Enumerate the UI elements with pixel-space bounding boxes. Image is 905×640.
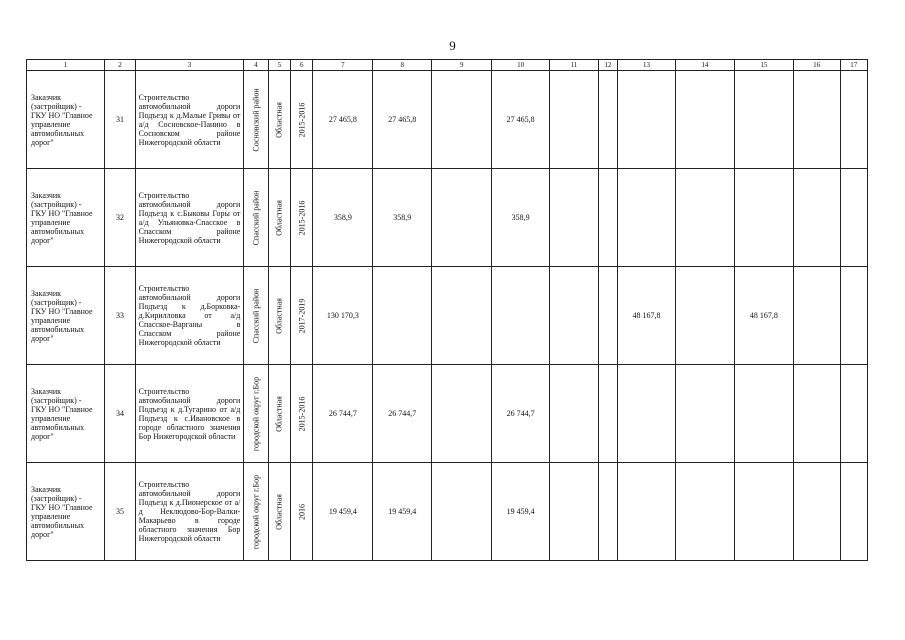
column-header: 6 xyxy=(291,60,313,71)
period-cell-text: 2015-2016 xyxy=(297,200,307,235)
column-header: 4 xyxy=(244,60,268,71)
column-header: 9 xyxy=(432,60,492,71)
period-cell xyxy=(291,463,313,561)
value-cell-8: 19 459,4 xyxy=(373,463,432,561)
column-header: 17 xyxy=(840,60,867,71)
owner-cell-text: Заказчик (застройщик) - ГКУ НО "Главное управление автомобильных дорог" xyxy=(31,386,93,441)
column-header: 2 xyxy=(105,60,135,71)
period-cell-text: 2016 xyxy=(297,503,307,520)
column-header: 14 xyxy=(675,60,734,71)
value-cell-13 xyxy=(618,71,676,169)
table-body xyxy=(27,60,868,561)
owner-cell-text: Заказчик (застройщик) - ГКУ НО "Главное управление автомобильных дорог" xyxy=(31,92,93,147)
owner-cell xyxy=(27,463,105,561)
value-cell-12 xyxy=(598,365,617,463)
column-header: 13 xyxy=(618,60,676,71)
column-header: 10 xyxy=(492,60,550,71)
period-cell xyxy=(291,71,313,169)
district-cell-text: Спасский район xyxy=(251,190,261,245)
object-name-cell-text: Строительство автомобильной дороги Подъезд к д.Тугарино от а/д Подъезд к с.Ивановское в городе областного значения Бор Нижегородской области xyxy=(138,386,241,441)
value-cell-12 xyxy=(598,71,617,169)
value-cell-7: 358,9 xyxy=(313,169,373,267)
row-number-cell: 35 xyxy=(105,463,135,561)
value-cell-11 xyxy=(550,365,599,463)
owner-cell xyxy=(27,267,105,365)
period-cell-text: 2015-2016 xyxy=(297,102,307,137)
page-number: 9 xyxy=(449,38,456,53)
object-name-cell-text: Строительство автомобильной дороги Подъезд к с.Быковы Горы от а/д Ульяновка-Спасское в Спасском районе Нижегородской области xyxy=(138,190,241,245)
value-cell-11 xyxy=(550,463,599,561)
value-cell-17 xyxy=(840,169,867,267)
value-cell-10: 19 459,4 xyxy=(492,463,550,561)
owner-cell-text: Заказчик (застройщик) - ГКУ НО "Главное управление автомобильных дорог" xyxy=(31,190,93,245)
row-number-cell: 31 xyxy=(105,71,135,169)
owner-cell-text: Заказчик (застройщик) - ГКУ НО "Главное управление автомобильных дорог" xyxy=(31,484,93,539)
investment-table xyxy=(26,59,868,561)
table-row xyxy=(27,463,868,561)
value-cell-12 xyxy=(598,463,617,561)
value-cell-16 xyxy=(793,365,840,463)
period-cell xyxy=(291,365,313,463)
owner-cell xyxy=(27,169,105,267)
value-cell-7: 130 170,3 xyxy=(313,267,373,365)
object-name-cell xyxy=(135,365,244,463)
budget-level-cell-text: Областная xyxy=(274,493,284,530)
district-cell-text: городской округ г.Бор xyxy=(251,474,261,549)
column-header-row xyxy=(27,60,868,71)
row-number-cell: 33 xyxy=(105,267,135,365)
value-cell-9 xyxy=(432,463,492,561)
column-header: 7 xyxy=(313,60,373,71)
value-cell-14 xyxy=(675,267,734,365)
district-cell xyxy=(244,71,268,169)
value-cell-8: 358,9 xyxy=(373,169,432,267)
budget-level-cell xyxy=(268,169,290,267)
budget-level-cell-text: Областная xyxy=(274,101,284,138)
value-cell-17 xyxy=(840,365,867,463)
row-number-cell: 32 xyxy=(105,169,135,267)
value-cell-13 xyxy=(618,463,676,561)
object-name-cell xyxy=(135,463,244,561)
budget-level-cell xyxy=(268,463,290,561)
value-cell-16 xyxy=(793,463,840,561)
value-cell-12 xyxy=(598,169,617,267)
value-cell-11 xyxy=(550,71,599,169)
row-number-cell: 34 xyxy=(105,365,135,463)
district-cell xyxy=(244,267,268,365)
column-header: 8 xyxy=(373,60,432,71)
budget-level-cell xyxy=(268,71,290,169)
value-cell-10 xyxy=(492,267,550,365)
value-cell-14 xyxy=(675,463,734,561)
value-cell-16 xyxy=(793,267,840,365)
district-cell xyxy=(244,463,268,561)
budget-level-cell-text: Областная xyxy=(274,297,284,334)
value-cell-14 xyxy=(675,365,734,463)
object-name-cell-text: Строительство автомобильной дороги Подъезд к д.Малые Гривы от а/д Сосновское-Панино в Сосновском районе Нижегородской области xyxy=(138,92,241,147)
budget-level-cell xyxy=(268,267,290,365)
value-cell-10: 358,9 xyxy=(492,169,550,267)
value-cell-17 xyxy=(840,463,867,561)
column-header: 16 xyxy=(793,60,840,71)
value-cell-16 xyxy=(793,71,840,169)
value-cell-8: 27 465,8 xyxy=(373,71,432,169)
value-cell-7: 19 459,4 xyxy=(313,463,373,561)
value-cell-15: 48 167,8 xyxy=(734,267,793,365)
object-name-cell-text: Строительство автомобильной дороги Подъезд к д.Пионерское от а/д Неклюдово-Бор-Валки-Макарьево в городе областного значения Бор Нижегородской области xyxy=(138,480,241,543)
value-cell-10: 26 744,7 xyxy=(492,365,550,463)
district-cell-text: Спасский район xyxy=(251,288,261,343)
object-name-cell-text: Строительство автомобильной дороги Подъезд к д.Борковка-д.Кирилловка от а/д Спасское-Варганы в Спасском районе Нижегородской области xyxy=(138,284,241,347)
district-cell xyxy=(244,365,268,463)
table-row xyxy=(27,365,868,463)
value-cell-12 xyxy=(598,267,617,365)
period-cell-text: 2017-2019 xyxy=(297,298,307,333)
budget-level-cell xyxy=(268,365,290,463)
value-cell-16 xyxy=(793,169,840,267)
object-name-cell xyxy=(135,71,244,169)
owner-cell-text: Заказчик (застройщик) - ГКУ НО "Главное управление автомобильных дорог" xyxy=(31,288,93,343)
value-cell-9 xyxy=(432,267,492,365)
value-cell-15 xyxy=(734,365,793,463)
district-cell xyxy=(244,169,268,267)
value-cell-8: 26 744,7 xyxy=(373,365,432,463)
value-cell-7: 26 744,7 xyxy=(313,365,373,463)
value-cell-7: 27 465,8 xyxy=(313,71,373,169)
owner-cell xyxy=(27,365,105,463)
budget-level-cell-text: Областная xyxy=(274,199,284,236)
value-cell-15 xyxy=(734,71,793,169)
value-cell-9 xyxy=(432,365,492,463)
column-header: 15 xyxy=(734,60,793,71)
value-cell-11 xyxy=(550,267,599,365)
value-cell-17 xyxy=(840,267,867,365)
column-header: 5 xyxy=(268,60,290,71)
column-header: 12 xyxy=(598,60,617,71)
column-header: 1 xyxy=(27,60,105,71)
value-cell-10: 27 465,8 xyxy=(492,71,550,169)
column-header: 3 xyxy=(135,60,244,71)
period-cell xyxy=(291,267,313,365)
table-row xyxy=(27,267,868,365)
budget-level-cell-text: Областная xyxy=(274,395,284,432)
value-cell-15 xyxy=(734,169,793,267)
value-cell-14 xyxy=(675,169,734,267)
column-header: 11 xyxy=(550,60,599,71)
period-cell xyxy=(291,169,313,267)
value-cell-15 xyxy=(734,463,793,561)
value-cell-13: 48 167,8 xyxy=(618,267,676,365)
value-cell-13 xyxy=(618,365,676,463)
district-cell-text: городской округ г.Бор xyxy=(251,376,261,451)
value-cell-9 xyxy=(432,169,492,267)
table-row xyxy=(27,71,868,169)
value-cell-14 xyxy=(675,71,734,169)
object-name-cell xyxy=(135,267,244,365)
value-cell-8 xyxy=(373,267,432,365)
value-cell-17 xyxy=(840,71,867,169)
value-cell-11 xyxy=(550,169,599,267)
district-cell-text: Сосновский район xyxy=(251,87,261,152)
value-cell-9 xyxy=(432,71,492,169)
owner-cell xyxy=(27,71,105,169)
table-row xyxy=(27,169,868,267)
object-name-cell xyxy=(135,169,244,267)
period-cell-text: 2015-2016 xyxy=(297,396,307,431)
value-cell-13 xyxy=(618,169,676,267)
